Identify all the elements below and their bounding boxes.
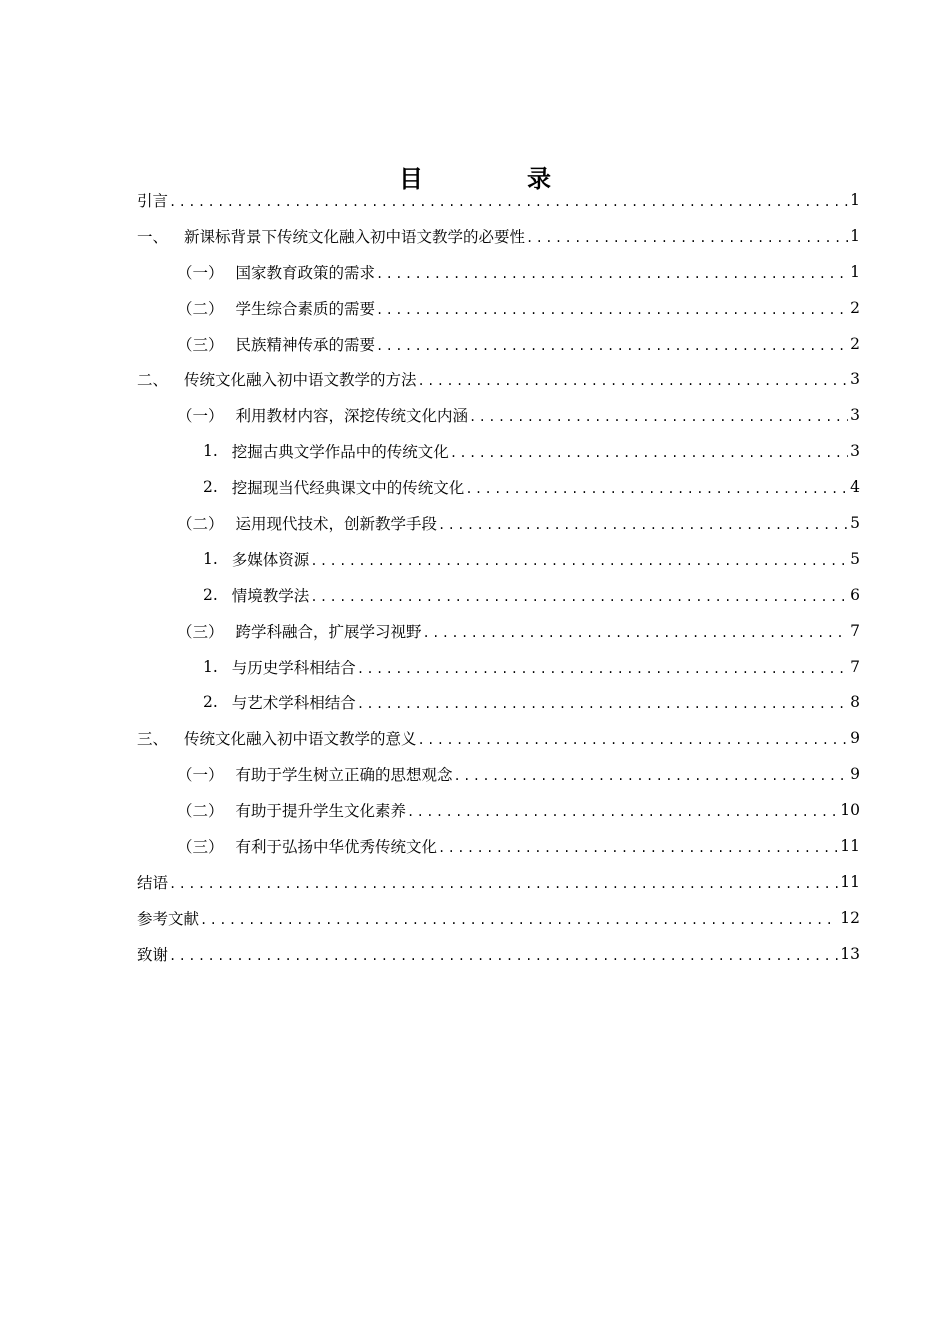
toc-entry-number: （二） xyxy=(177,299,224,318)
toc-entry-page: 3 xyxy=(850,370,860,389)
toc-entry-page: 3 xyxy=(850,406,860,425)
toc-entry[interactable] xyxy=(137,720,860,756)
toc-entry[interactable] xyxy=(137,397,860,433)
toc-entry-page: 4 xyxy=(850,478,860,497)
dot-leader xyxy=(310,590,848,604)
toc-entry-label: 运用现代技术，创新教学手段 xyxy=(235,514,438,533)
toc-entry-page: 5 xyxy=(850,549,860,568)
dot-leader xyxy=(454,769,849,783)
toc-entry-label: 学生综合素质的需要 xyxy=(235,299,376,318)
toc-entry-number: （二） xyxy=(177,802,224,821)
toc-entry-number: 1. xyxy=(203,657,218,676)
toc-entry-page: 2 xyxy=(850,298,860,317)
toc-entry[interactable] xyxy=(137,254,860,290)
toc-entry-label: 传统文化融入初中语文教学的方法 xyxy=(184,371,417,390)
toc-entry-page: 1 xyxy=(850,190,860,209)
toc-entry-number: 2. xyxy=(203,693,218,712)
toc-entry-label: 挖掘现当代经典课文中的传统文化 xyxy=(231,479,465,498)
toc-entry-page: 1 xyxy=(850,226,860,245)
toc-entry-page: 10 xyxy=(840,801,860,820)
toc-entry-label: 利用教材内容，深挖传统文化内涵 xyxy=(235,407,469,426)
toc-entry[interactable] xyxy=(137,182,860,218)
toc-entry-page: 5 xyxy=(850,513,860,532)
toc-entry-label: 与历史学科相结合 xyxy=(231,658,356,677)
toc-entry-label: 参考文献 xyxy=(137,909,200,928)
dot-leader xyxy=(465,482,848,496)
toc-entry[interactable] xyxy=(137,613,860,649)
toc-entry-page: 11 xyxy=(840,872,860,891)
dot-leader xyxy=(169,949,838,963)
toc-entry-page: 3 xyxy=(850,442,860,461)
toc-entry[interactable] xyxy=(137,541,860,577)
toc-entry-number: （三） xyxy=(177,837,224,856)
toc-entry-label: 传统文化融入初中语文教学的意义 xyxy=(184,730,417,749)
toc-entry-number: （三） xyxy=(177,622,224,641)
dot-leader xyxy=(169,877,838,891)
toc-entry-page: 9 xyxy=(850,729,860,748)
dot-leader xyxy=(469,410,848,424)
dot-leader xyxy=(450,446,848,460)
toc-entry-number: （一） xyxy=(177,407,224,426)
dot-leader xyxy=(438,518,848,532)
toc-entry-label: 引言 xyxy=(137,191,169,210)
toc-entry-label: 致谢 xyxy=(137,945,169,964)
toc-entry[interactable] xyxy=(137,290,860,326)
toc-entry-label: 新课标背景下传统文化融入初中语文教学的必要性 xyxy=(184,227,526,246)
toc-entry-label: 有助于提升学生文化素养 xyxy=(235,802,407,821)
toc-entry-number: 2. xyxy=(203,478,218,497)
dot-leader xyxy=(200,913,838,927)
toc-entry[interactable] xyxy=(137,361,860,397)
toc-entry-page: 7 xyxy=(850,621,860,640)
toc-entry-page: 2 xyxy=(850,334,860,353)
toc-entry[interactable] xyxy=(137,900,860,936)
toc-entry-label: 有利于弘扬中华优秀传统文化 xyxy=(235,837,438,856)
dot-leader xyxy=(169,195,848,209)
toc-entry-number: 二、 xyxy=(137,371,169,390)
toc-entry-label: 结语 xyxy=(137,873,169,892)
toc-entry[interactable] xyxy=(137,218,860,254)
dot-leader xyxy=(438,841,838,855)
toc-entry-number: （三） xyxy=(177,335,224,354)
toc-entry-label: 情境教学法 xyxy=(231,586,310,605)
dot-leader xyxy=(357,662,848,676)
toc-entry-page: 6 xyxy=(850,585,860,604)
toc-entry-label: 挖掘古典文学作品中的传统文化 xyxy=(231,443,449,462)
toc-entry-number: （一） xyxy=(177,766,224,785)
toc-entry-number: 三、 xyxy=(137,730,169,749)
dot-leader xyxy=(357,697,848,711)
toc-entry[interactable] xyxy=(137,469,860,505)
toc-entry-page: 12 xyxy=(840,908,860,927)
toc-entry[interactable] xyxy=(137,577,860,613)
toc-entry[interactable] xyxy=(137,505,860,541)
dot-leader xyxy=(376,303,848,317)
dot-leader xyxy=(526,231,848,245)
dot-leader xyxy=(310,554,848,568)
toc-entry[interactable] xyxy=(137,649,860,685)
toc-entry-label: 与艺术学科相结合 xyxy=(231,694,356,713)
dot-leader xyxy=(418,374,849,388)
dot-leader xyxy=(407,805,838,819)
toc-entry-number: 2. xyxy=(203,585,218,604)
toc-entry[interactable] xyxy=(137,684,860,720)
toc-entry-label: 国家教育政策的需求 xyxy=(235,263,376,282)
toc-entry[interactable] xyxy=(137,864,860,900)
dot-leader xyxy=(376,339,848,353)
toc-entry[interactable] xyxy=(137,828,860,864)
dot-leader xyxy=(376,267,848,281)
toc-entry-number: （二） xyxy=(177,514,224,533)
toc-entry-page: 9 xyxy=(850,765,860,784)
toc-entry-number: 1. xyxy=(203,442,218,461)
table-of-contents xyxy=(137,182,860,972)
toc-entry-label: 跨学科融合，扩展学习视野 xyxy=(235,622,422,641)
dot-leader xyxy=(418,733,849,747)
toc-title: 目 录 xyxy=(399,164,591,194)
toc-entry-number: 一、 xyxy=(137,227,169,246)
toc-entry-label: 有助于学生树立正确的思想观念 xyxy=(235,766,453,785)
dot-leader xyxy=(423,626,849,640)
toc-entry-page: 7 xyxy=(850,657,860,676)
toc-entry-number: 1. xyxy=(203,549,218,568)
toc-entry-page: 13 xyxy=(840,944,860,963)
toc-entry-page: 1 xyxy=(850,262,860,281)
toc-entry[interactable] xyxy=(137,756,860,792)
toc-entry[interactable] xyxy=(137,792,860,828)
toc-entry[interactable] xyxy=(137,326,860,362)
toc-entry-label: 民族精神传承的需要 xyxy=(235,335,376,354)
toc-entry[interactable] xyxy=(137,433,860,469)
toc-entry-page: 8 xyxy=(850,693,860,712)
toc-entry[interactable] xyxy=(137,936,860,972)
toc-entry-label: 多媒体资源 xyxy=(231,550,310,569)
toc-entry-page: 11 xyxy=(840,836,860,855)
toc-entry-number: （一） xyxy=(177,263,224,282)
